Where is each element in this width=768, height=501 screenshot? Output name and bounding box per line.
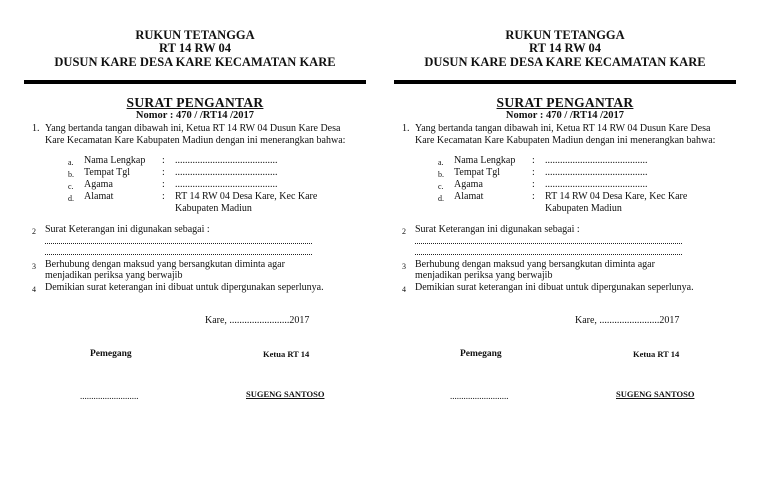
- header-divider: [24, 80, 366, 84]
- field-value-alamat: RT 14 RW 04 Desa Kare, Kec Kare: [545, 191, 688, 202]
- item-3-line1: Berhubung dengan maksud yang bersangkutan diminta agar: [415, 259, 655, 270]
- ketua-label: Ketua RT 14: [263, 349, 310, 359]
- field-label-nama: Nama Lengkap: [454, 155, 516, 166]
- field-letter: b.: [438, 170, 444, 179]
- field-value-agama: .........................................: [175, 179, 278, 190]
- field-label-agama: Agama: [454, 179, 483, 190]
- item-1-number: 1.: [402, 123, 410, 134]
- field-label-tempat-tgl: Tempat Tgl: [454, 167, 501, 178]
- item-1-line1: Yang bertanda tangan dibawah ini, Ketua RT 14 RW 04 Dusun Kare Desa: [45, 123, 341, 134]
- header-rt-rw: RT 14 RW 04: [529, 41, 601, 55]
- item-2-number: 2: [32, 227, 36, 236]
- field-value-nama: .........................................: [545, 155, 648, 166]
- header-rt-rw: RT 14 RW 04: [159, 41, 231, 55]
- item-3-line2: menjadikan periksa yang berwajib: [415, 270, 553, 281]
- item-3-line1: Berhubung dengan maksud yang bersangkutan diminta agar: [45, 259, 285, 270]
- field-sep: :: [162, 191, 165, 202]
- field-value-tempat-tgl: .........................................: [175, 167, 278, 178]
- item-3-number: 3: [402, 262, 406, 271]
- field-value-nama: .........................................: [175, 155, 278, 166]
- field-label-alamat: Alamat: [84, 191, 114, 202]
- field-letter: a.: [438, 158, 444, 167]
- item-4-number: 4: [402, 285, 406, 294]
- letter-date: Kare, ........................2017: [575, 315, 680, 326]
- field-value-tempat-tgl: .........................................: [545, 167, 648, 178]
- ketua-label: Ketua RT 14: [633, 349, 680, 359]
- letter-title: SURAT PENGANTAR: [496, 95, 634, 110]
- pemegang-signature-line: ..........................: [80, 391, 139, 401]
- field-value-alamat-line2: Kabupaten Madiun: [175, 203, 252, 214]
- field-sep: :: [532, 167, 535, 178]
- header-divider: [394, 80, 736, 84]
- field-sep: :: [532, 155, 535, 166]
- header-rukun-tetangga: RUKUN TETANGGA: [505, 28, 625, 42]
- pemegang-signature-line: ..........................: [450, 391, 509, 401]
- field-value-agama: .........................................: [545, 179, 648, 190]
- field-label-agama: Agama: [84, 179, 113, 190]
- item-2-text: Surat Keterangan ini digunakan sebagai :: [415, 224, 580, 235]
- letter-number: Nomor : 470 / /RT14 /2017: [135, 110, 255, 121]
- item-4-text: Demikian surat keterangan ini dibuat untuk dipergunakan seperlunya.: [45, 282, 324, 293]
- item-1-number: 1.: [32, 123, 40, 134]
- header-address: DUSUN KARE DESA KARE KECAMATAN KARE: [54, 55, 336, 69]
- field-sep: :: [162, 179, 165, 190]
- field-letter: b.: [68, 170, 74, 179]
- ketua-name: SUGENG SANTOSO: [246, 389, 325, 399]
- item-3-line2: menjadikan periksa yang berwajib: [45, 270, 183, 281]
- field-sep: :: [532, 179, 535, 190]
- field-sep: :: [532, 191, 535, 202]
- header-address: DUSUN KARE DESA KARE KECAMATAN KARE: [424, 55, 706, 69]
- item-4-number: 4: [32, 285, 36, 294]
- field-label-tempat-tgl: Tempat Tgl: [84, 167, 131, 178]
- field-value-alamat-line2: Kabupaten Madiun: [545, 203, 622, 214]
- field-label-alamat: Alamat: [454, 191, 484, 202]
- pemegang-label: Pemegang: [90, 349, 132, 359]
- item-2-text: Surat Keterangan ini digunakan sebagai :: [45, 224, 210, 235]
- item-1-line2: Kare Kecamatan Kare Kabupaten Madiun dengan ini menerangkan bahwa:: [415, 135, 716, 146]
- header-rukun-tetangga: RUKUN TETANGGA: [135, 28, 255, 42]
- field-letter: d.: [68, 194, 74, 203]
- field-value-alamat: RT 14 RW 04 Desa Kare, Kec Kare: [175, 191, 318, 202]
- field-letter: d.: [438, 194, 444, 203]
- pemegang-label: Pemegang: [460, 349, 502, 359]
- letter-date: Kare, ........................2017: [205, 315, 310, 326]
- letter-number: Nomor : 470 / /RT14 /2017: [505, 110, 625, 121]
- field-sep: :: [162, 167, 165, 178]
- blank-line: [45, 243, 312, 244]
- item-4-text: Demikian surat keterangan ini dibuat untuk dipergunakan seperlunya.: [415, 282, 694, 293]
- blank-line: [415, 243, 682, 244]
- item-2-number: 2: [402, 227, 406, 236]
- field-letter: a.: [68, 158, 74, 167]
- field-letter: c.: [438, 182, 444, 191]
- item-3-number: 3: [32, 262, 36, 271]
- blank-line: [415, 254, 682, 255]
- letter-title: SURAT PENGANTAR: [126, 95, 264, 110]
- letter-left: [20, 0, 370, 501]
- item-1-line1: Yang bertanda tangan dibawah ini, Ketua RT 14 RW 04 Dusun Kare Desa: [415, 123, 711, 134]
- field-label-nama: Nama Lengkap: [84, 155, 146, 166]
- field-letter: c.: [68, 182, 74, 191]
- blank-line: [45, 254, 312, 255]
- letter-right: [390, 0, 740, 501]
- field-sep: :: [162, 155, 165, 166]
- item-1-line2: Kare Kecamatan Kare Kabupaten Madiun dengan ini menerangkan bahwa:: [45, 135, 346, 146]
- ketua-name: SUGENG SANTOSO: [616, 389, 695, 399]
